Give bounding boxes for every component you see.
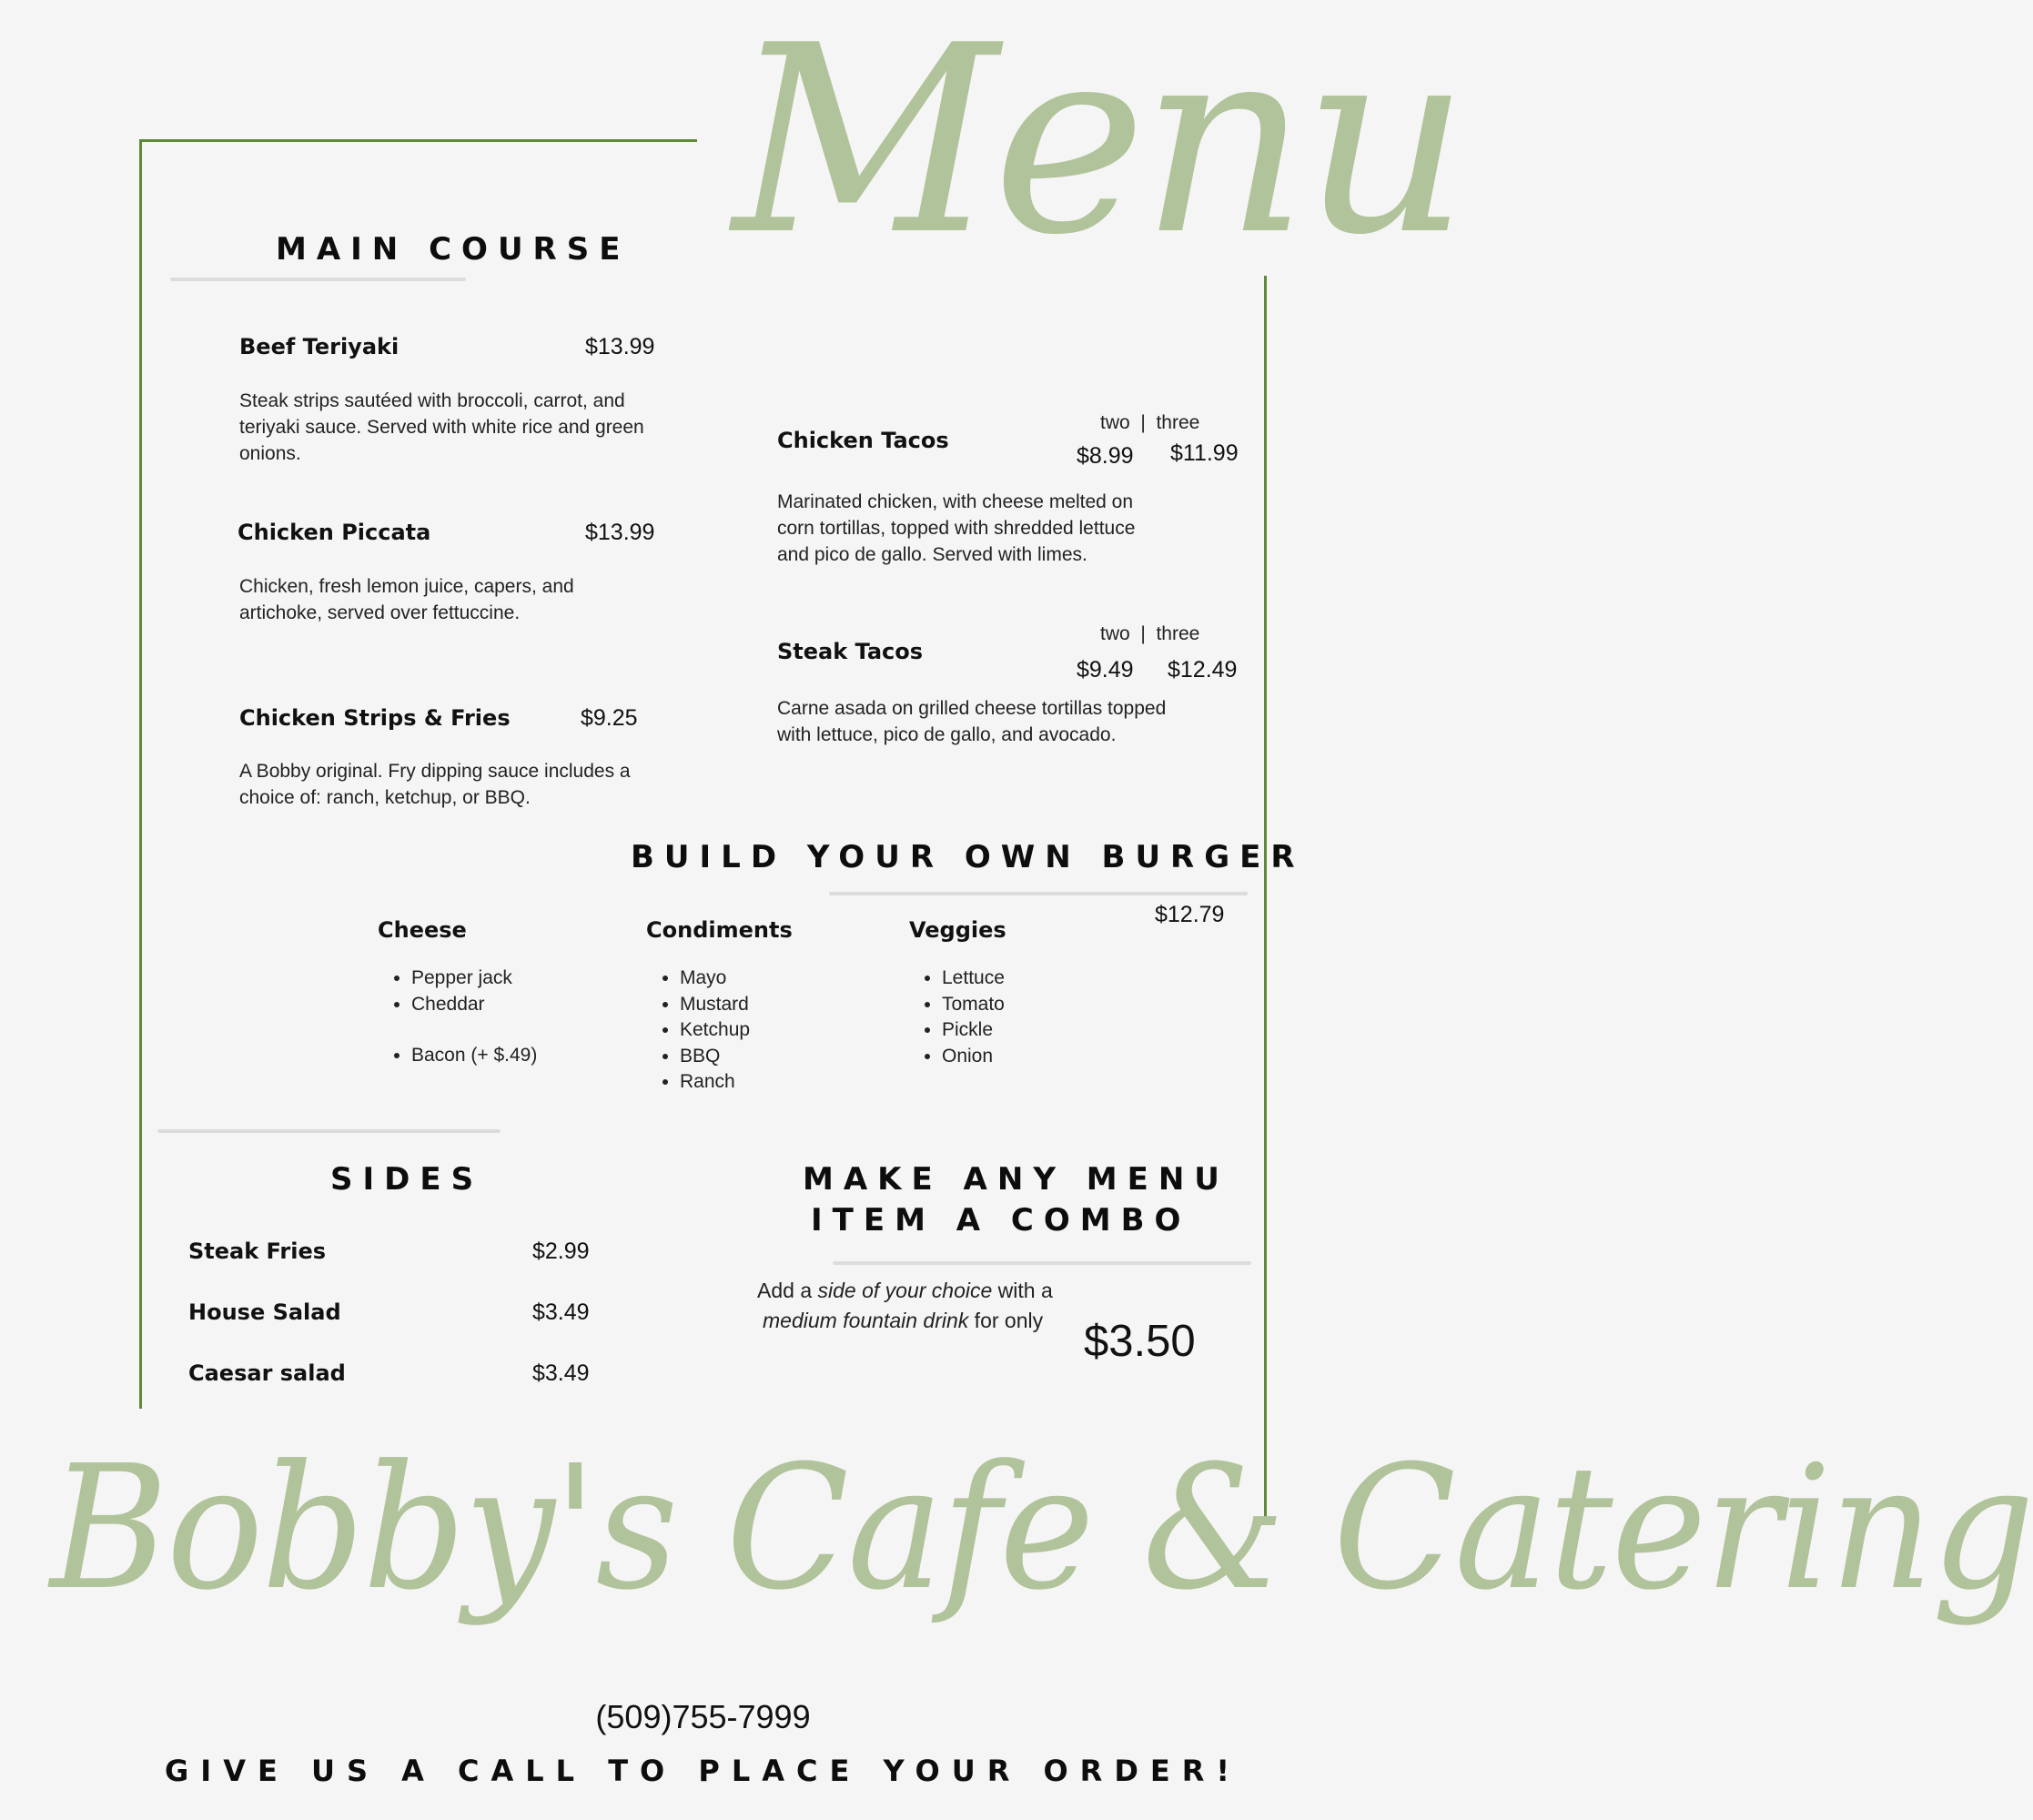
steak-tacos-size-label: two | three xyxy=(1100,623,1200,644)
steak-tacos-description: Carne asada on grilled cheese tortillas topped with lettuce, pico de gallo, and avocado. xyxy=(777,698,1167,745)
beef-teriyaki-description: Steak strips sautéed with broccoli, carrot, and teriyaki sauce. Served with white rice and green onions. xyxy=(239,390,644,464)
frame-right xyxy=(1264,276,1267,1518)
call-to-action: GIVE US A CALL TO PLACE YOUR ORDER! xyxy=(165,1754,1241,1788)
house-salad-name: House Salad xyxy=(188,1299,341,1325)
caesar-salad-name: Caesar salad xyxy=(188,1360,346,1386)
combo-text-5: for only xyxy=(968,1309,1044,1332)
frame-top-left xyxy=(139,139,697,142)
combo-title-line2: ITEM A COMBO xyxy=(811,1202,1191,1239)
burger-title: BUILD YOUR OWN BURGER xyxy=(631,839,1305,875)
chicken-piccata-price: $13.99 xyxy=(585,520,655,545)
combo-text-drink: medium fountain drink xyxy=(763,1309,969,1332)
beef-teriyaki-price: $13.99 xyxy=(585,334,655,359)
frame-left xyxy=(139,139,142,1409)
steak-fries-name: Steak Fries xyxy=(188,1239,327,1264)
burger-rule xyxy=(829,892,1248,895)
cheese-options-list xyxy=(379,966,537,1069)
main-course-rule xyxy=(170,278,466,281)
burger-price: $12.79 xyxy=(1155,902,1225,927)
condiment-option: • Mayo xyxy=(680,966,750,992)
cheese-option-extra: • Bacon (+ $.49) xyxy=(411,1043,537,1069)
condiments-heading: Condiments xyxy=(646,917,793,943)
steak-tacos-name: Steak Tacos xyxy=(777,639,924,664)
beef-teriyaki-name: Beef Teriyaki xyxy=(239,334,400,359)
chicken-tacos-size-label: two | three xyxy=(1100,412,1200,433)
sides-title: SIDES xyxy=(330,1161,484,1198)
chicken-strips-name: Chicken Strips & Fries xyxy=(239,705,511,731)
condiment-option: • Ranch xyxy=(680,1069,750,1096)
combo-title-line1: MAKE ANY MENU xyxy=(803,1161,1229,1198)
combo-price: $3.50 xyxy=(1084,1317,1196,1366)
combo-description-line2 xyxy=(763,1309,1043,1333)
veggie-option: • Lettuce xyxy=(942,966,1005,992)
main-course-title: MAIN COURSE xyxy=(276,231,631,268)
condiment-option: • Ketchup xyxy=(680,1017,750,1044)
caesar-salad-price: $3.49 xyxy=(532,1360,590,1386)
chicken-piccata-name: Chicken Piccata xyxy=(238,520,431,545)
veggie-option: • Onion xyxy=(942,1044,1005,1070)
sides-rule xyxy=(157,1129,501,1133)
chicken-tacos-name: Chicken Tacos xyxy=(777,428,949,453)
chicken-piccata-description: Chicken, fresh lemon juice, capers, and artichoke, served over fettuccine. xyxy=(239,576,574,623)
condiment-option: • Mustard xyxy=(680,992,750,1018)
combo-rule xyxy=(833,1261,1251,1265)
steak-fries-price: $2.99 xyxy=(532,1239,590,1264)
condiment-option: • BBQ xyxy=(680,1044,750,1070)
cheese-heading: Cheese xyxy=(378,917,467,943)
house-salad-price: $3.49 xyxy=(532,1299,590,1325)
chicken-tacos-description: Marinated chicken, with cheese melted on corn tortillas, topped with shredded lettuce and pico de gallo. Served with limes. xyxy=(777,491,1136,565)
combo-text-1: Add a xyxy=(757,1279,818,1302)
steak-tacos-price-two: $9.49 xyxy=(1077,657,1134,682)
veggies-options-list xyxy=(909,966,1005,1069)
veggie-option: • Tomato xyxy=(942,992,1005,1018)
veggies-heading: Veggies xyxy=(909,917,1006,943)
chicken-tacos-price-two: $8.99 xyxy=(1077,443,1134,469)
menu-script-title: Menu xyxy=(733,0,1464,292)
cheese-option: • Cheddar xyxy=(411,992,537,1018)
steak-tacos-price-three: $12.49 xyxy=(1168,657,1238,682)
combo-description-line1 xyxy=(757,1279,1053,1303)
combo-text-3: with a xyxy=(992,1279,1053,1302)
chicken-strips-description: A Bobby original. Fry dipping sauce includes a choice of: ranch, ketchup, or BBQ. xyxy=(239,761,631,808)
business-name-script: Bobby's Cafe & Catering xyxy=(50,1429,2033,1628)
veggie-option: • Pickle xyxy=(942,1017,1005,1044)
condiments-options-list xyxy=(647,966,750,1096)
combo-text-side: side of your choice xyxy=(817,1279,993,1302)
chicken-strips-price: $9.25 xyxy=(581,705,638,731)
chicken-tacos-price-three: $11.99 xyxy=(1170,440,1239,466)
cheese-option: • Pepper jack xyxy=(411,966,537,992)
phone-number: (509)755-7999 xyxy=(595,1698,811,1735)
